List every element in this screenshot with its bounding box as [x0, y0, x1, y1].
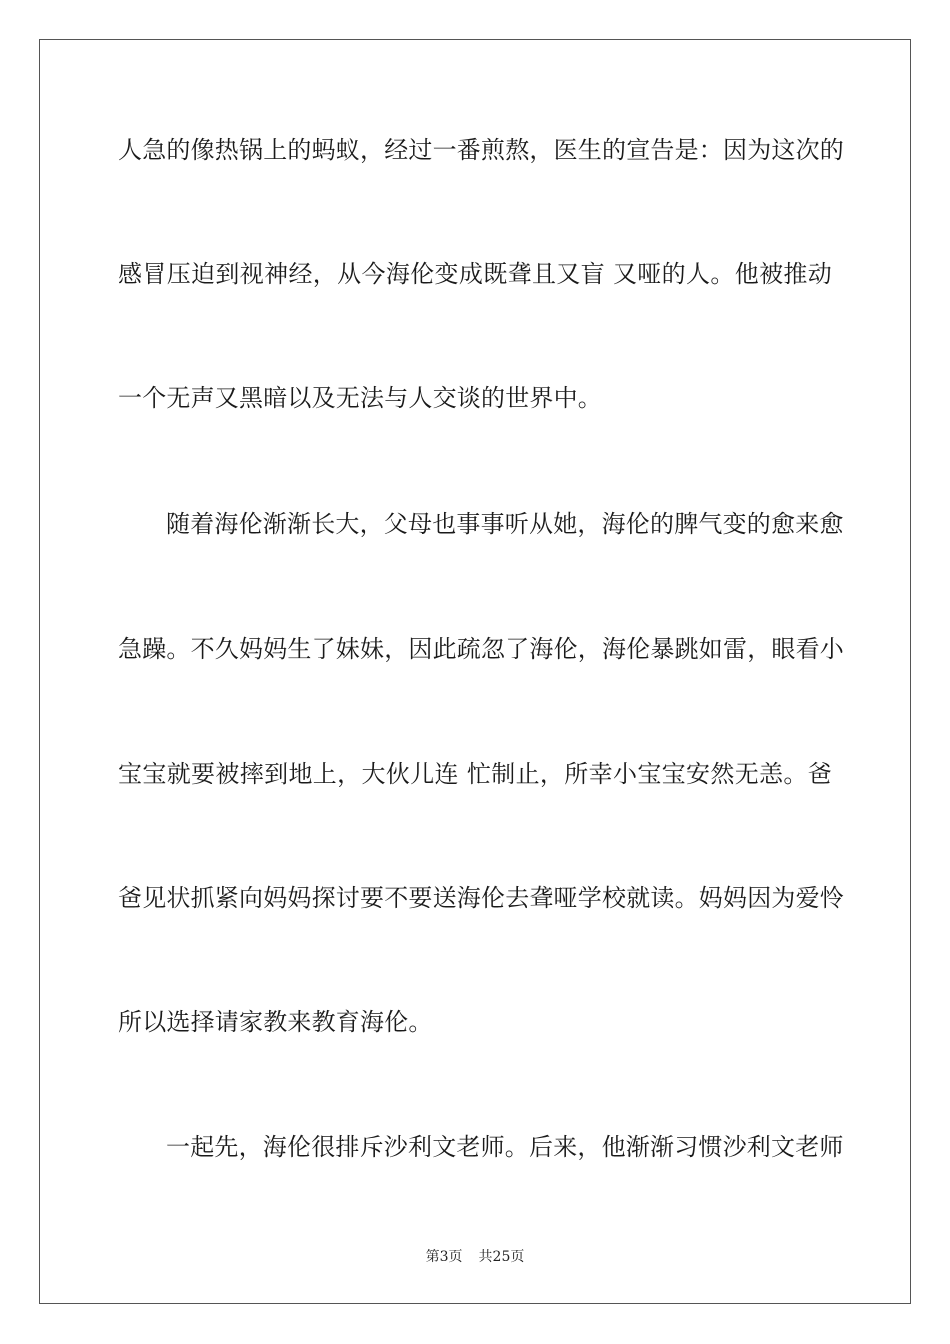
text-line-8: 所以选择请家教来教育海伦。	[118, 1008, 433, 1036]
page-number: 第3页	[425, 1249, 463, 1265]
text-line-7: 爸见状抓紧向妈妈探讨要不要送海伦去聋哑学校就读。妈妈因为爱怜	[118, 884, 844, 912]
text-line-2: 感冒压迫到视神经，从今海伦变成既聋且又盲 又哑的人。他被推动	[118, 260, 832, 288]
text-line-1: 人急的像热锅上的蚂蚁，经过一番煎熬，医生的宣告是：因为这次的	[118, 136, 844, 164]
page-border	[39, 39, 911, 1304]
page-footer	[0, 1248, 950, 1266]
text-line-9: 一起先，海伦很排斥沙利文老师。后来，他渐渐习惯沙利文老师	[166, 1133, 844, 1161]
text-line-5: 急躁。不久妈妈生了妹妹，因此疏忽了海伦，海伦暴跳如雷，眼看小	[118, 635, 844, 663]
text-line-3: 一个无声又黑暗以及无法与人交谈的世界中。	[118, 384, 602, 412]
page-total: 共25页	[478, 1249, 525, 1265]
text-line-6: 宝宝就要被摔到地上，大伙儿连 忙制止，所幸小宝宝安然无恙。爸	[118, 760, 832, 788]
text-line-4: 随着海伦渐渐长大，父母也事事听从她，海伦的脾气变的愈来愈	[166, 510, 844, 538]
